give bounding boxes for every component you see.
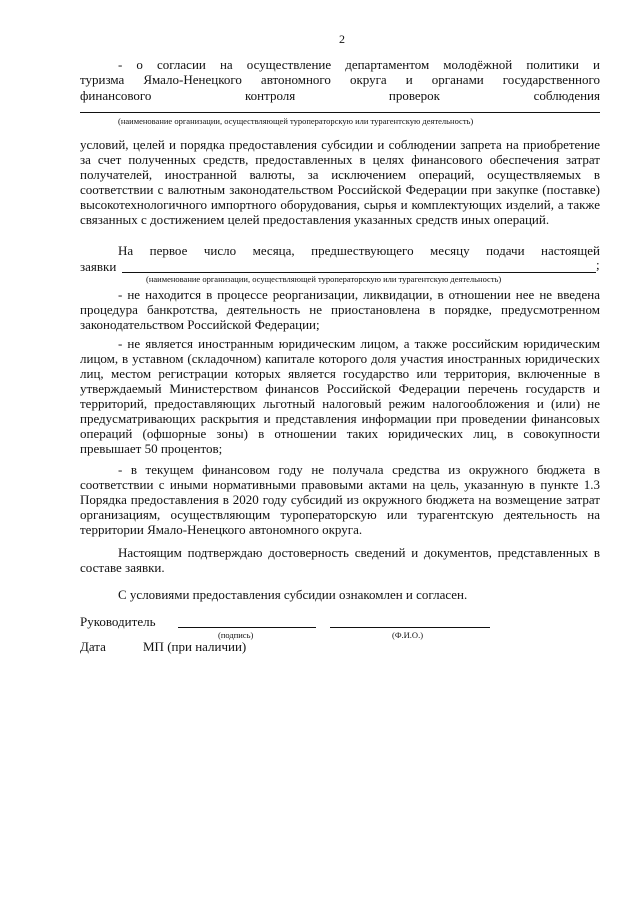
fio-caption: (Ф.И.О.) — [392, 630, 424, 640]
date-label: Дата — [80, 639, 106, 654]
first-day-underline — [122, 272, 596, 273]
item-foreign-entity: - не является иностранным юридическим лицом, а также российским юридическим лицом, в уставном (складочном) капитале которого доля участия иностранных юридических лиц, местом регистрации которых является государство или территория, включенные в утверждаемый Министерством финансов Российской Федерации перечень государств и территорий, предоставляющих льготный налоговый режим налогообложения и (или) не предусматривающих раскрытия и представления информации при проведении финансовых операций (офшорные зоны) в отношении таких юридических лиц, в совокупности превышает 50 процентов; — [80, 336, 600, 456]
first-day-line-2: заявки — [80, 259, 117, 274]
first-day-line-1: На первое число месяца, предшествующего месяцу подачи настоящей — [118, 243, 600, 258]
signature-caption: (подпись) — [218, 630, 254, 640]
item-reorganization: - не находится в процессе реорганизации, ликвидации, в отношении нее не введена процедура банкротства, деятельность не приостановлена в порядке, предусмотренном законодательством Российской Федерации; — [80, 287, 600, 332]
org-name-caption: (наименование организации, осуществляющей туроператорскую или турагентскую деятельность) — [118, 116, 474, 126]
org-name-caption-2: (наименование организации, осуществляющей туроператорскую или турагентскую деятельность) — [146, 274, 502, 284]
signature-line — [178, 627, 316, 628]
item-budget-funds: - в текущем финансовом году не получала средства из окружного бюджета в соответствии с иными нормативными правовыми актами на цель, указанную в пункте 1.3 Порядка предоставления в 2020 году субсидий из окружного бюджета на возмещение затрат организациям, осуществляющим туроператорскую или турагентскую деятельность на территории Ямало-Ненецкого автономного округа. — [80, 462, 600, 537]
first-day-colon: ; — [596, 257, 600, 272]
page-number: 2 — [339, 32, 345, 46]
consent-intro-line-3: финансового контроля проверок соблюдения — [80, 88, 600, 103]
confirmation-text: Настоящим подтверждаю достоверность сведений и документов, представленных в составе заявки. — [80, 545, 600, 575]
stamp-label: МП (при наличии) — [143, 639, 247, 654]
consent-body: условий, целей и порядка предоставления субсидии и соблюдении запрета на приобретение за счет полученных средств, предоставленных в целях финансового обеспечения затрат получателей, иностранной валюты, за исключением операций, осуществляемых в соответствии с валютным законодательством Российской Федерации при закупке (поставке) высокотехнологичного импортного оборудования, сырья и комплектующих изделий, а также связанных с достижением целей предоставления указанных средств иных операций. — [80, 137, 600, 227]
consent-intro-line-1: - о согласии на осуществление департаментом молодёжной политики и — [118, 57, 600, 72]
org-name-underline — [80, 112, 600, 113]
fio-line — [330, 627, 490, 628]
consent-intro-line-2: туризма Ямало-Ненецкого автономного округа и органами государственного — [80, 72, 600, 87]
head-label: Руководитель — [80, 614, 156, 629]
agreement-text: С условиями предоставления субсидии ознакомлен и согласен. — [118, 587, 468, 602]
